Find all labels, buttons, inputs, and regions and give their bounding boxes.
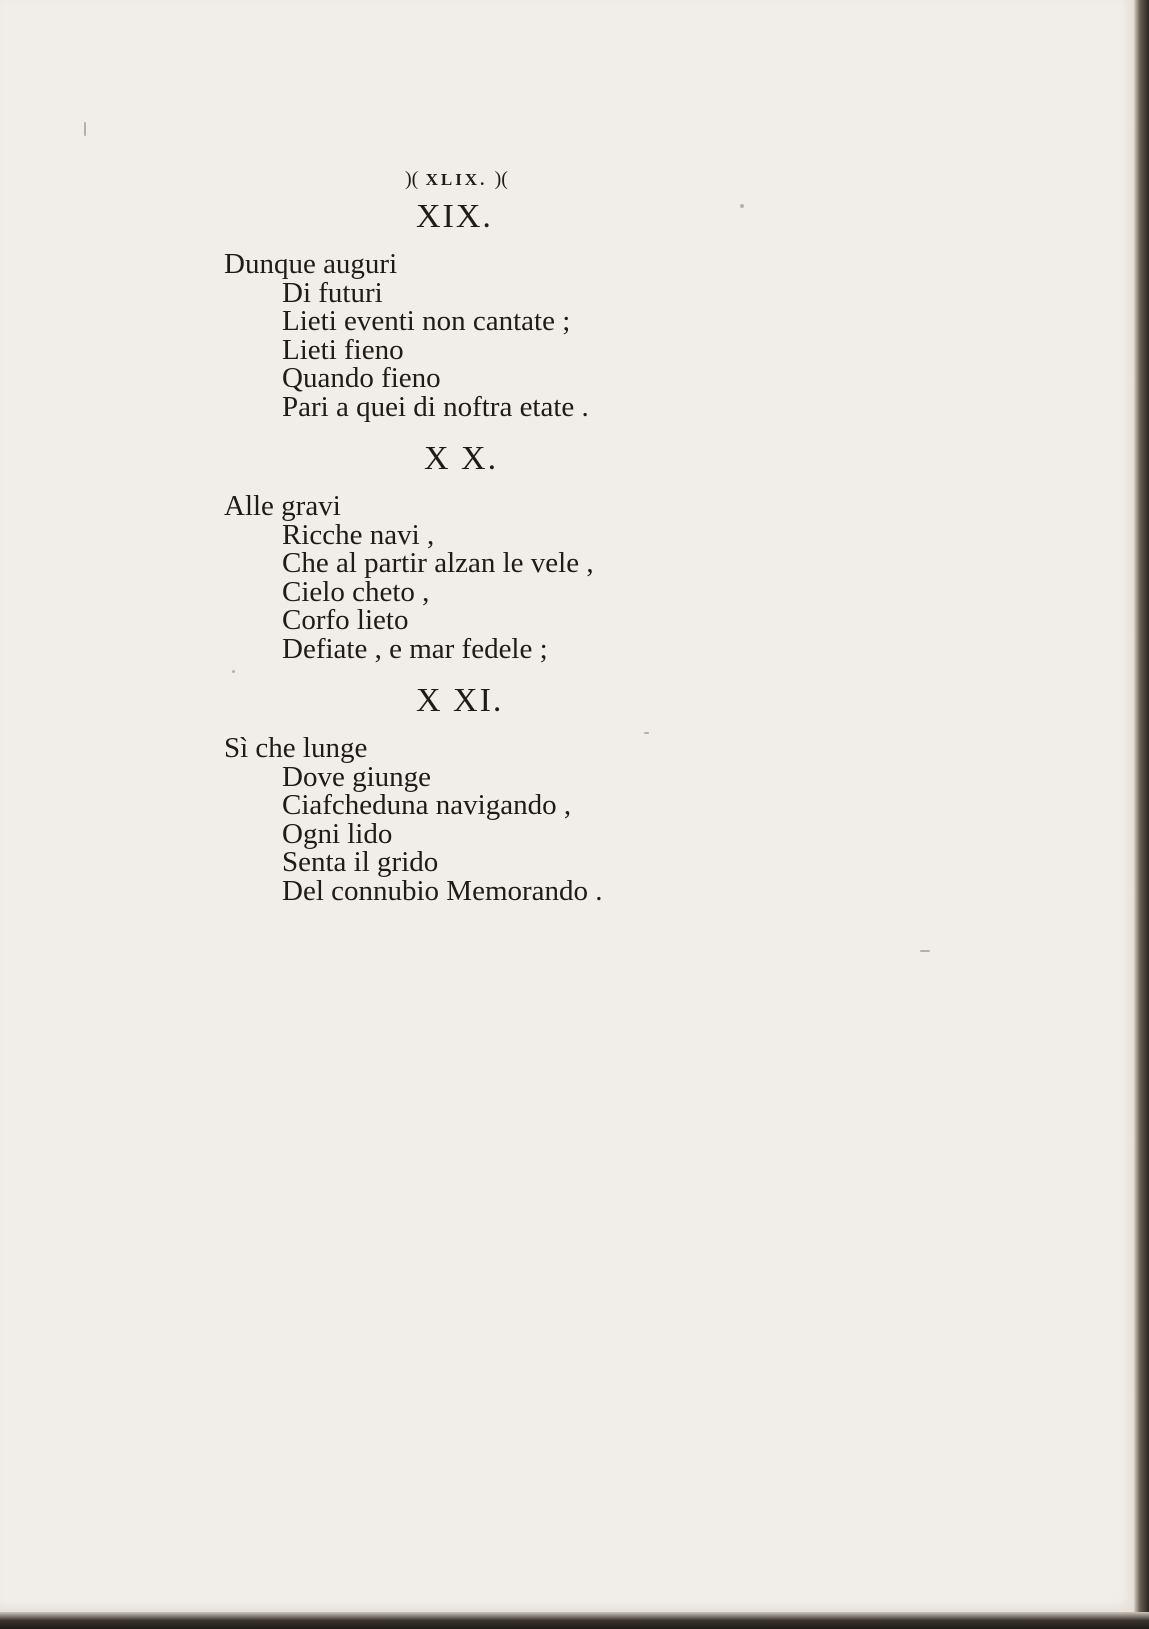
folio-bracket-right: )( <box>494 168 508 190</box>
stanza-number-xix: XIX. <box>416 198 493 235</box>
verse-line: Cielo cheto , <box>282 575 430 608</box>
verse-line: Quando fieno <box>282 362 441 394</box>
page-edge-right <box>1134 0 1149 1629</box>
paper-speck <box>84 122 86 136</box>
verse-line: Pari a quei di noftra etate . <box>282 390 589 423</box>
stanza-xix <box>224 250 589 421</box>
verse-line: Ogni lido <box>282 817 393 850</box>
verse-line: Di futuri <box>282 276 383 309</box>
stanza-xx <box>224 492 594 663</box>
verse-line: Lieti fieno <box>282 333 404 366</box>
verse-line: Dunque auguri <box>224 248 398 280</box>
verse-line: Lieti eventi non cantate ; <box>282 305 571 337</box>
paper-speck <box>920 950 930 952</box>
verse-line: Dove giunge <box>282 760 431 793</box>
stanza-xxi <box>224 734 603 905</box>
page-edge-bottom <box>0 1612 1149 1629</box>
page-folio <box>405 168 565 191</box>
verse-line: Che al partir alzan le vele , <box>282 547 594 579</box>
folio-bracket-left: )( <box>405 168 419 190</box>
verse-line: Ricche navi , <box>282 518 435 551</box>
verse-line: Senta il grido <box>282 846 439 878</box>
folio-number: XLIX. <box>425 170 488 189</box>
verse-line: Defiate , e mar fedele ; <box>282 632 548 665</box>
paper-speck <box>644 732 649 734</box>
verse-line: Del connubio Memorando . <box>282 874 603 907</box>
verse-line: Sì che lunge <box>224 732 368 764</box>
stanza-number-xx: X X. <box>424 440 499 477</box>
paper-speck <box>232 670 235 673</box>
verse-line: Corfo lieto <box>282 604 409 636</box>
stanza-number-xxi: X XI. <box>416 682 504 719</box>
paper-speck <box>740 204 744 208</box>
verse-line: Ciafcheduna navigando , <box>282 789 572 821</box>
verse-line: Alle gravi <box>224 490 341 522</box>
